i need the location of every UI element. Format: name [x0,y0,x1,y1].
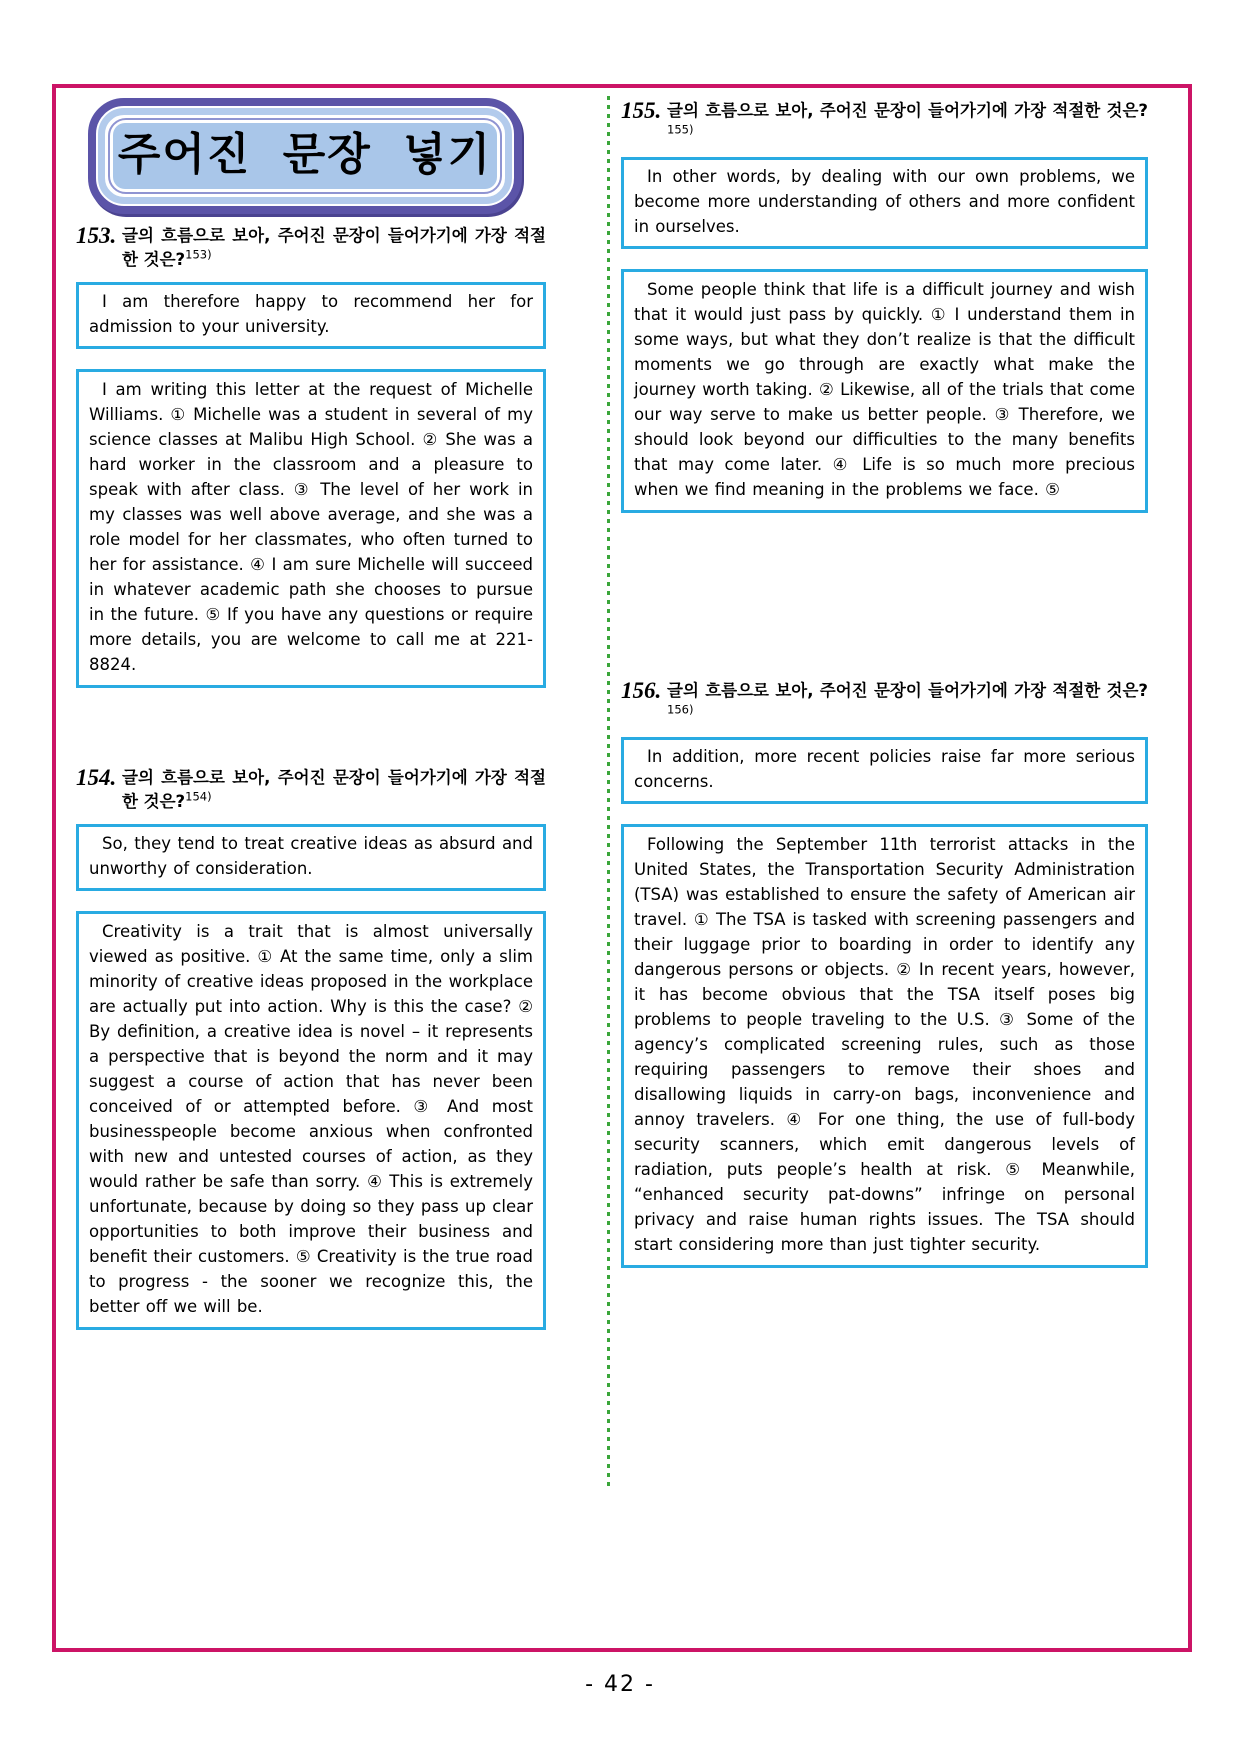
question-153-header [76,224,546,272]
given-sentence-text: So, they tend to treat creative ideas as absurd and unworthy of consideration. [89,834,533,878]
passage-text: Creativity is a trait that is almost universally viewed as positive. ① At the same time, only a slim minority of creative ideas proposed in the workplace are actually put into action. Why is this the case? ② By definition, a creative idea is novel – it represents a perspective that is beyond the norm and it may suggest a course of action that has never been conceived of or attempted before. ③ And most businesspeople become anxious when confronted with new and untested courses of action, as they would rather be safe than sorry. ④ This is extremely unfortunate, because by doing so they pass up clear opportunities to both improve their business and benefit their customers. ⑤ Creativity is the true road to progress - the sooner we recognize this, the better off we will be. [89,922,533,1316]
passage-box [621,824,1148,1268]
question-156 [621,679,1148,1268]
title-box-ring [98,108,512,204]
question-prompt-text: 글의 흐름으로 보아, 주어진 문장이 들어가기에 가장 적절한 것은? [667,101,1148,120]
question-156-header [621,679,1148,727]
given-sentence-text: In addition, more recent policies raise far more serious concerns. [634,747,1135,791]
question-154-header [76,766,546,814]
question-number: 155. [621,98,662,123]
question-number: 153. [76,223,117,248]
passage-text: Some people think that life is a difficult journey and wish that it would just pass by quickly. ① I understand them in some ways, but what they don’t realize is that the difficult moments we go through are exactly what make the journey worth taking. ② Likewise, all of the trials that come our way serve to make us better people. ③ Therefore, we should look beyond our difficulties to the many benefits that may come later. ④ Life is so much more precious when we find meaning in the problems we face. ⑤ [634,280,1135,499]
question-prompt [122,766,546,814]
title-box [88,98,522,214]
page-title: 주어진 문장 넣기 [117,129,493,180]
question-prompt-text: 글의 흐름으로 보아, 주어진 문장이 들어가기에 가장 적절한 것은? [122,768,546,811]
footnote-marker: 154) [185,789,212,804]
given-sentence-box [621,157,1148,249]
footnote-marker: 155) [667,122,694,137]
given-sentence-box [76,824,546,891]
passage-box [76,911,546,1330]
given-sentence-box [76,282,546,349]
footnote-marker: 153) [185,247,212,262]
passage-box [76,369,546,688]
column-divider-dotted-line [607,96,610,1488]
title-box-inner-ring [108,118,502,194]
question-number: 156. [621,678,662,703]
given-sentence-box [621,737,1148,804]
question-prompt [667,99,1148,147]
question-prompt-text: 글의 흐름으로 보아, 주어진 문장이 들어가기에 가장 적절한 것은? [667,681,1148,700]
question-prompt [122,224,546,272]
question-prompt-text: 글의 흐름으로 보아, 주어진 문장이 들어가기에 가장 적절한 것은? [122,226,546,269]
title-box-fill [113,123,497,189]
question-154 [76,766,546,1330]
page-number: - 42 - [585,1672,655,1697]
question-153 [76,224,546,688]
question-number: 154. [76,765,117,790]
question-prompt [667,679,1148,727]
passage-text: Following the September 11th terrorist attacks in the United States, the Transportation Security Administration (TSA) was established to ensure the safety of American air travel. ① The TSA is tasked with screening passengers and their luggage prior to boarding in order to identify any dangerous persons or objects. ② In recent years, however, it has become obvious that the TSA itself poses big problems to people traveling to the U.S. ③ Some of the agency’s complicated screening rules, such as those requiring passengers to remove their shoes and disallowing liquids in carry-on bags, inconvenience and annoy travelers. ④ For one thing, the use of full-body security scanners, which emit dangerous levels of radiation, puts people’s health at risk. ⑤ Meanwhile, “enhanced security pat-downs” infringe on personal privacy and raise human rights issues. The TSA should start considering more than just tighter security. [634,835,1135,1254]
question-155 [621,99,1148,513]
question-155-header [621,99,1148,147]
passage-text: I am writing this letter at the request of Michelle Williams. ① Michelle was a student in several of my science classes at Malibu High School. ② She was a hard worker in the classroom and a pleasure to speak with after class. ③ The level of her work in my classes was well above average, and she was a role model for her classmates, who often turned to her for assistance. ④ I am sure Michelle will succeed in whatever academic path she chooses to pursue in the future. ⑤ If you have any questions or require more details, you are welcome to call me at 221-8824. [89,380,533,674]
passage-box [621,269,1148,513]
given-sentence-text: I am therefore happy to recommend her for admission to your university. [89,292,533,336]
given-sentence-text: In other words, by dealing with our own problems, we become more understanding of others and more confident in ourselves. [634,167,1135,236]
footnote-marker: 156) [667,702,694,717]
